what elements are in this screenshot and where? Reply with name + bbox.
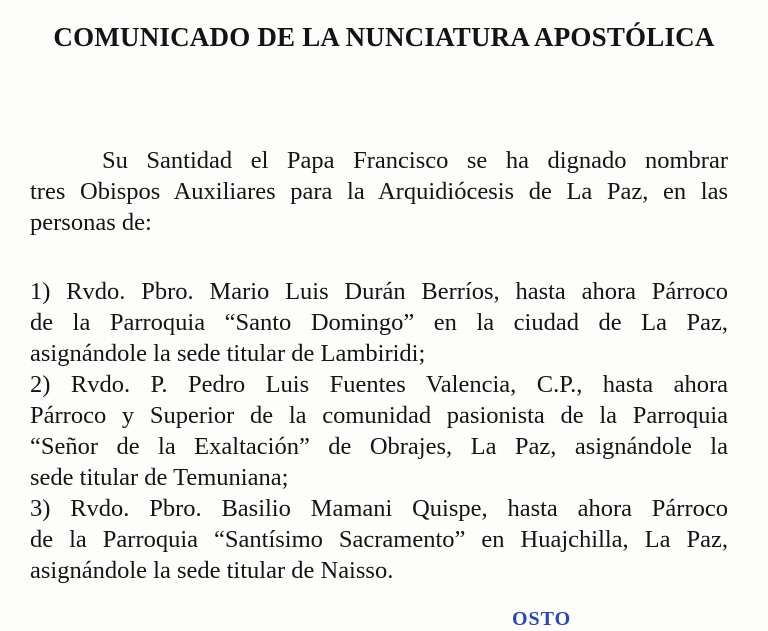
list-line: 3) Rvdo. Pbro. Basilio Mamani Quispe, hasta ahora Párroco (30, 495, 728, 522)
list-line: de la Parroquia “Santísimo Sacramento” en Huajchilla, La Paz, (30, 526, 728, 553)
appointments-list (30, 276, 728, 586)
list-line: “Señor de la Exaltación” de Obrajes, La Paz, asignándole la (30, 433, 728, 460)
seal-stamp: OSTO (512, 608, 572, 630)
list-line: 2) Rvdo. P. Pedro Luis Fuentes Valencia, C.P., hasta ahora (30, 371, 728, 398)
list-line: asignándole la sede titular de Naisso. (30, 557, 394, 584)
intro-line: personas de: (30, 209, 152, 236)
list-line: de la Parroquia “Santo Domingo” en la ciudad de La Paz, (30, 309, 728, 336)
list-line: asignándole la sede titular de Lambiridi; (30, 340, 426, 367)
intro-line: Su Santidad el Papa Francisco se ha dignado nombrar (102, 147, 728, 174)
list-line: 1) Rvdo. Pbro. Mario Luis Durán Berríos, hasta ahora Párroco (30, 278, 728, 305)
document-title: COMUNICADO DE LA NUNCIATURA APOSTÓLICA (53, 22, 715, 52)
intro-paragraph (30, 145, 728, 238)
intro-line: tres Obispos Auxiliares para la Arquidiócesis de La Paz, en las (30, 178, 728, 205)
list-line: Párroco y Superior de la comunidad pasionista de la Parroquia (30, 402, 728, 429)
list-line: sede titular de Temuniana; (30, 464, 289, 491)
